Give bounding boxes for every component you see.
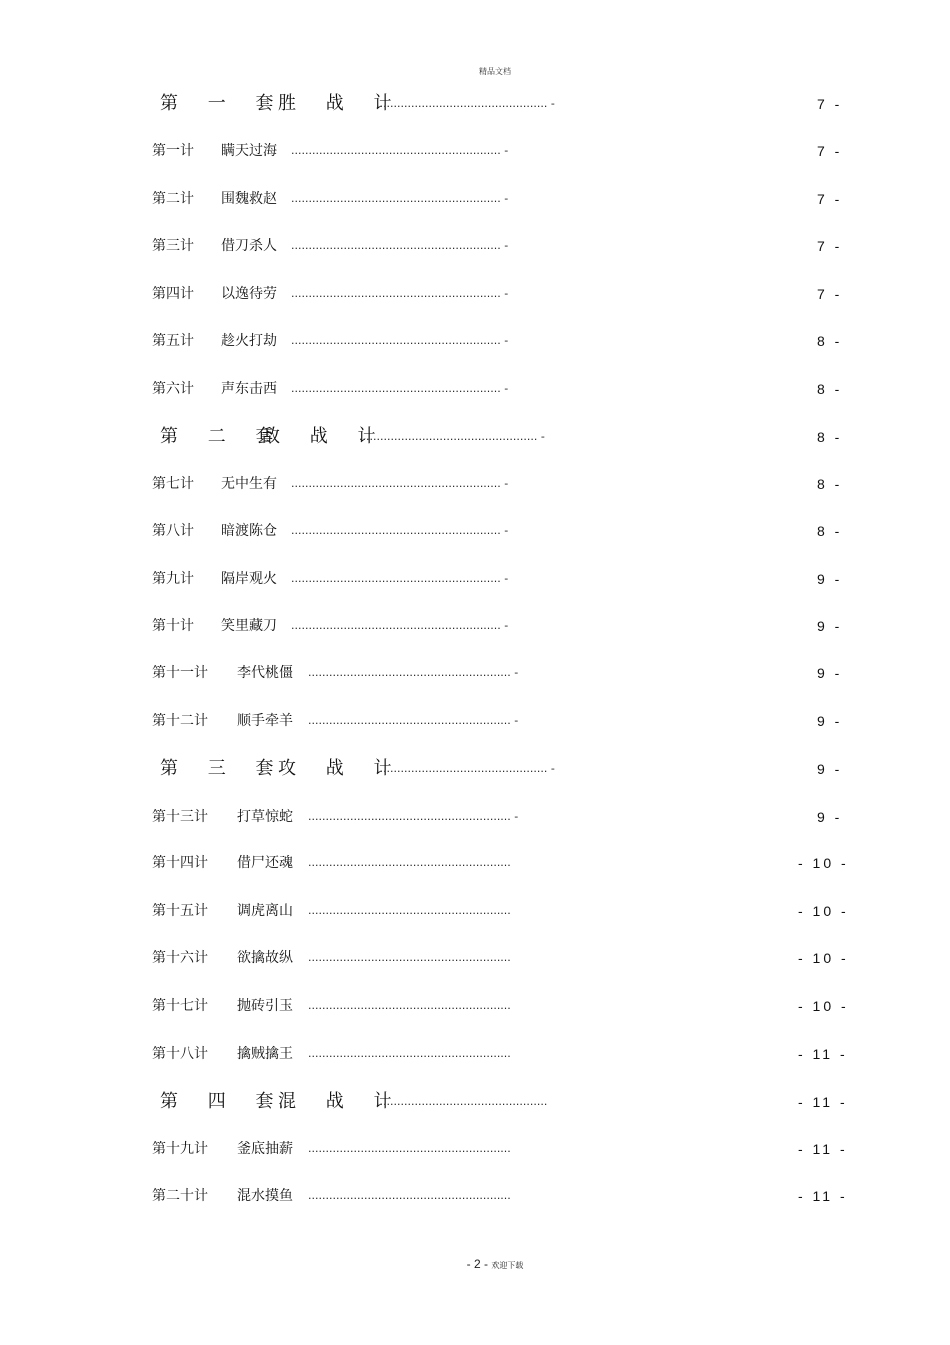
toc-entry (0, 899, 950, 923)
toc-set-heading (0, 757, 950, 781)
toc-leader-dots: ............................................................ - (291, 287, 509, 300)
toc-set-heading (0, 92, 950, 116)
toc-title: 胜 战 计 (278, 93, 404, 114)
toc-entry (0, 994, 950, 1018)
toc-label: 第十一计 (152, 665, 208, 681)
toc-page-number: 7 - (817, 286, 843, 302)
toc-page-number: - 10 - (798, 855, 849, 871)
toc-label: 第九计 (152, 571, 194, 587)
toc-page-number: 8 - (817, 429, 843, 445)
toc-label: 第 三 套 (160, 758, 286, 779)
toc-page-number: 9 - (817, 571, 843, 587)
toc-label: 第八计 (152, 523, 194, 539)
toc-page-number: - 10 - (798, 903, 849, 919)
toc-label: 第五计 (152, 333, 194, 349)
toc-title: 李代桃僵 (237, 665, 293, 681)
toc-title: 攻 战 计 (278, 758, 404, 779)
toc-leader-dots: .......................................................... (308, 904, 511, 917)
toc-leader-dots: .......................................................... (308, 1047, 511, 1060)
toc-label: 第十计 (152, 618, 194, 634)
toc-entry (0, 661, 950, 685)
toc-entry (0, 472, 950, 496)
toc-leader-dots: .......................................................... (308, 1142, 511, 1155)
toc-title: 打草惊蛇 (237, 809, 293, 825)
toc-title: 以逸待劳 (221, 286, 277, 302)
toc-label: 第六计 (152, 381, 194, 397)
toc-entry (0, 329, 950, 353)
toc-label: 第十五计 (152, 903, 208, 919)
toc-page-number: 7 - (817, 143, 843, 159)
toc-page-number: 8 - (817, 476, 843, 492)
toc-label: 第三计 (152, 238, 194, 254)
toc-page-number: 9 - (817, 665, 843, 681)
toc-label: 第四计 (152, 286, 194, 302)
toc-leader-dots: .......................................................... (308, 951, 511, 964)
toc-leader-dots: ................................................. (376, 1095, 548, 1108)
toc-page-number: 9 - (817, 618, 843, 634)
toc-leader-dots: .......................................................... (308, 1189, 511, 1202)
toc-label: 第十七计 (152, 998, 208, 1014)
footer-note: 欢迎下载 (491, 1261, 524, 1270)
toc-page-number: - 11 - (798, 1046, 848, 1062)
toc-leader-dots: ............................................................ - (291, 572, 509, 585)
toc-label: 第七计 (152, 476, 194, 492)
toc-entry (0, 946, 950, 970)
toc-leader-dots: ............................................................ - (291, 524, 509, 537)
toc-title: 声东击西 (221, 381, 277, 397)
toc-label: 第十三计 (152, 809, 208, 825)
toc-label: 第 一 套 (160, 93, 286, 114)
toc-leader-dots: ............................................................ - (291, 477, 509, 490)
toc-page-number: 9 - (817, 713, 843, 729)
toc-page-number: 8 - (817, 381, 843, 397)
toc-leader-dots: .......................................................... - (308, 666, 519, 679)
toc-leader-dots: ............................................................ - (291, 382, 509, 395)
toc-title: 敌 战 计 (262, 426, 388, 447)
toc-page-number: - 10 - (798, 950, 849, 966)
toc-leader-dots: .......................................................... (308, 999, 511, 1012)
toc-leader-dots: .......................................................... - (308, 810, 519, 823)
toc-entry (0, 567, 950, 591)
toc-entry (0, 187, 950, 211)
toc-leader-dots: ............................................................ - (291, 334, 509, 347)
toc-page-number: - 11 - (798, 1141, 848, 1157)
toc-page-number: 9 - (817, 761, 843, 777)
toc-title: 笑里藏刀 (221, 618, 277, 634)
toc-entry (0, 614, 950, 638)
toc-title: 暗渡陈仓 (221, 523, 277, 539)
toc-title: 擒贼擒王 (237, 1046, 293, 1062)
toc-leader-dots: ............................................................ - (291, 619, 509, 632)
toc-label: 第 四 套 (160, 1091, 286, 1112)
toc-page-number: 7 - (817, 191, 843, 207)
toc-entry (0, 234, 950, 258)
toc-page-number: 8 - (817, 523, 843, 539)
toc-title: 混水摸鱼 (237, 1188, 293, 1204)
toc-set-heading (0, 1090, 950, 1114)
toc-leader-dots: ............................................................ - (291, 144, 509, 157)
toc-title: 顺手牵羊 (237, 713, 293, 729)
toc-leader-dots: .......................................................... - (308, 714, 519, 727)
toc-entry (0, 1184, 950, 1208)
toc-entry (0, 851, 950, 875)
toc-title: 围魏救赵 (221, 191, 277, 207)
toc-label: 第二计 (152, 191, 194, 207)
toc-title: 调虎离山 (237, 903, 293, 919)
toc-page-number: - 10 - (798, 998, 849, 1014)
toc-title: 趁火打劫 (221, 333, 277, 349)
toc-page-number: 8 - (817, 333, 843, 349)
toc-entry (0, 282, 950, 306)
footer-page-number: - 2 - (466, 1257, 488, 1271)
toc-entry (0, 139, 950, 163)
toc-leader-dots: ................................................... - (359, 430, 545, 443)
toc-title: 混 战 计 (278, 1091, 404, 1112)
toc-title: 借尸还魂 (237, 855, 293, 871)
toc-title: 瞒天过海 (221, 143, 277, 159)
toc-page-number: 7 - (817, 96, 843, 112)
toc-entry (0, 519, 950, 543)
toc-entry (0, 805, 950, 829)
toc-title: 抛砖引玉 (237, 998, 293, 1014)
toc-set-heading (0, 425, 950, 449)
toc-title: 借刀杀人 (221, 238, 277, 254)
toc-label: 第十九计 (152, 1141, 208, 1157)
page-header-note: 精品文档 (479, 67, 511, 76)
toc-label: 第 二 套 (160, 426, 286, 447)
toc-label: 第一计 (152, 143, 194, 159)
toc-leader-dots: ................................................. - (376, 97, 555, 110)
toc-leader-dots: ............................................................ - (291, 239, 509, 252)
toc-title: 釜底抽薪 (237, 1141, 293, 1157)
toc-entry (0, 1137, 950, 1161)
toc-page-number: - 11 - (798, 1188, 848, 1204)
toc-label: 第十六计 (152, 950, 208, 966)
toc-leader-dots: .......................................................... (308, 856, 511, 869)
toc-entry (0, 1042, 950, 1066)
toc-title: 无中生有 (221, 476, 277, 492)
toc-entry (0, 709, 950, 733)
toc-page-number: 9 - (817, 809, 843, 825)
toc-label: 第十八计 (152, 1046, 208, 1062)
toc-leader-dots: ............................................................ - (291, 192, 509, 205)
toc-title: 隔岸观火 (221, 571, 277, 587)
toc-label: 第十四计 (152, 855, 208, 871)
toc-entry (0, 377, 950, 401)
toc-label: 第二十计 (152, 1188, 208, 1204)
toc-page-number: 7 - (817, 238, 843, 254)
toc-title: 欲擒故纵 (237, 950, 293, 966)
toc-page-number: - 11 - (798, 1094, 848, 1110)
toc-label: 第十二计 (152, 713, 208, 729)
page-footer (0, 1257, 950, 1271)
toc-leader-dots: ................................................. - (376, 762, 555, 775)
